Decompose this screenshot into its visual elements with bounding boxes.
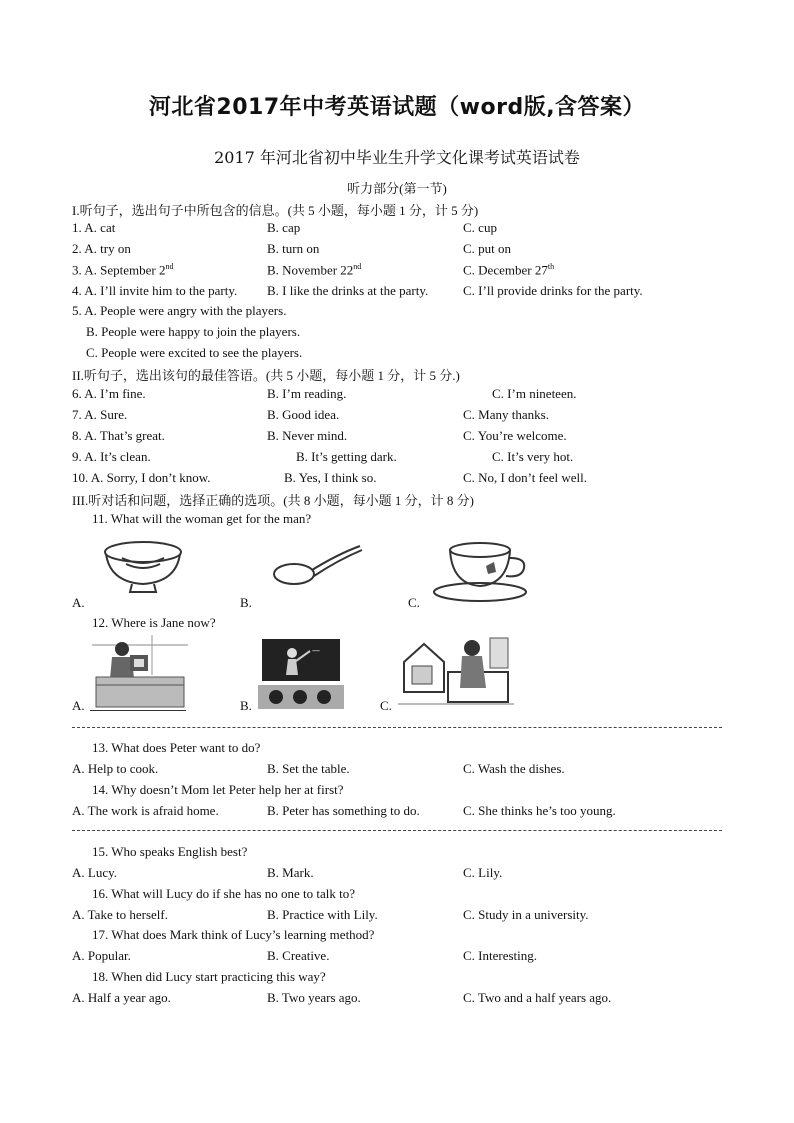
q3-option-a-suffix: nd [165, 262, 174, 271]
q11-question: 11. What will the woman get for the man? [92, 511, 312, 526]
q5-option-b: B. People were happy to join the players. [86, 324, 301, 339]
q14-option-b: B. Peter has something to do. [267, 803, 420, 818]
q12-label-a: A. [72, 698, 85, 713]
q12-label-c: C. [380, 698, 392, 713]
q15-option-b: B. Mark. [267, 865, 314, 880]
q13-option-b: B. Set the table. [267, 761, 350, 776]
part-heading: 听力部分(第一节) [347, 181, 447, 196]
q16-option-a: A. Take to herself. [72, 907, 168, 922]
q8-option-c: C. You’re welcome. [463, 428, 567, 443]
q9-option-b: B. It’s getting dark. [296, 449, 397, 464]
dashed-divider [72, 727, 722, 728]
q11-label-c: C. [408, 595, 420, 610]
q13-question: 13. What does Peter want to do? [92, 740, 261, 755]
q9-option-c: C. It’s very hot. [492, 449, 574, 464]
page-title: 河北省2017年中考英语试题（word版,含答案） [148, 95, 646, 120]
q7-option-c: C. Many thanks. [463, 407, 549, 422]
q14-option-a: A. The work is afraid home. [72, 803, 219, 818]
q13-option-a: A. Help to cook. [72, 761, 159, 776]
q1-option-b: B. cap [267, 220, 301, 235]
q15-option-a: A. Lucy. [72, 865, 118, 880]
q5-option-c: C. People were excited to see the players. [86, 345, 303, 360]
q3-option-c [463, 262, 554, 278]
q12-label-b: B. [240, 698, 252, 713]
office-desk-picture [92, 635, 188, 709]
svg-text:—: — [312, 646, 320, 655]
section-1-heading: I.听句子，选出句子中所包含的信息。(共 5 小题，每小题 1 分，计 5 分) [72, 203, 479, 218]
q17-question: 17. What does Mark think of Lucy’s learning method? [92, 927, 375, 942]
q4-option-a: 4. A. I’ll invite him to the party. [72, 283, 238, 298]
q6-option-b: B. I’m reading. [267, 386, 347, 401]
section-2-heading: II.听句子，选出该句的最佳答语。(共 5 小题，每小题 1 分，计 5 分.) [72, 368, 460, 383]
q8-option-b: B. Never mind. [267, 428, 348, 443]
q1-option-c: C. cup [463, 220, 497, 235]
q14-question: 14. Why doesn’t Mom let Peter help her at first? [92, 782, 344, 797]
teacup-icon [430, 536, 530, 604]
q10-option-c: C. No, I don’t feel well. [463, 470, 587, 485]
q8-option-a: 8. A. That’s great. [72, 428, 165, 443]
bowl-icon [100, 538, 186, 598]
dashed-divider [72, 830, 722, 831]
q5-option-a: 5. A. People were angry with the players. [72, 303, 287, 318]
q3-option-b-text: B. November 22 [267, 262, 354, 278]
q18-option-b: B. Two years ago. [267, 990, 361, 1005]
living-room-picture [398, 632, 514, 710]
q14-option-c: C. She thinks he’s too young. [463, 803, 616, 818]
q7-option-a: 7. A. Sure. [72, 407, 128, 422]
q13-option-c: C. Wash the dishes. [463, 761, 565, 776]
q12-underline-a [90, 710, 186, 711]
q17-option-a: A. Popular. [72, 948, 131, 963]
q11-label-a: A. [72, 595, 85, 610]
q3-option-b-suffix: nd [353, 262, 362, 271]
q10-option-b: B. Yes, I think so. [284, 470, 377, 485]
q10-option-a: 10. A. Sorry, I don’t know. [72, 470, 211, 485]
q15-option-c: C. Lily. [463, 865, 503, 880]
q6-option-a: 6. A. I’m fine. [72, 386, 146, 401]
q18-option-c: C. Two and a half years ago. [463, 990, 612, 1005]
q4-option-b: B. I like the drinks at the party. [267, 283, 429, 298]
q4-option-c: C. I’ll provide drinks for the party. [463, 283, 643, 298]
q17-option-c: C. Interesting. [463, 948, 538, 963]
q3-option-c-suffix: th [547, 262, 555, 271]
classroom-picture [258, 635, 344, 709]
q18-question: 18. When did Lucy start practicing this way? [92, 969, 326, 984]
q17-option-b: B. Creative. [267, 948, 330, 963]
q2-option-a: 2. A. try on [72, 241, 131, 256]
q2-option-b: B. turn on [267, 241, 320, 256]
exam-subtitle: 2017 年河北省初中毕业生升学文化课考试英语试卷 [214, 148, 580, 167]
q15-question: 15. Who speaks English best? [92, 844, 248, 859]
section-3-heading: III.听对话和问题，选择正确的选项。(共 8 小题，每小题 1 分，计 8 分) [72, 493, 474, 508]
q16-option-c: C. Study in a university. [463, 907, 589, 922]
q3-option-b [267, 262, 361, 278]
q3-option-a-text: 3. A. September 2 [72, 262, 166, 278]
q3-option-a [72, 262, 174, 278]
q9-option-a: 9. A. It’s clean. [72, 449, 151, 464]
spoon-icon [268, 540, 364, 590]
q3-option-c-text: C. December 27 [463, 262, 548, 278]
q6-option-c: C. I’m nineteen. [492, 386, 577, 401]
q18-option-a: A. Half a year ago. [72, 990, 171, 1005]
q12-question: 12. Where is Jane now? [92, 615, 216, 630]
q16-question: 16. What will Lucy do if she has no one to talk to? [92, 886, 355, 901]
q16-option-b: B. Practice with Lily. [267, 907, 378, 922]
q7-option-b: B. Good idea. [267, 407, 340, 422]
q11-label-b: B. [240, 595, 252, 610]
q2-option-c: C. put on [463, 241, 512, 256]
q1-option-a: 1. A. cat [72, 220, 116, 235]
